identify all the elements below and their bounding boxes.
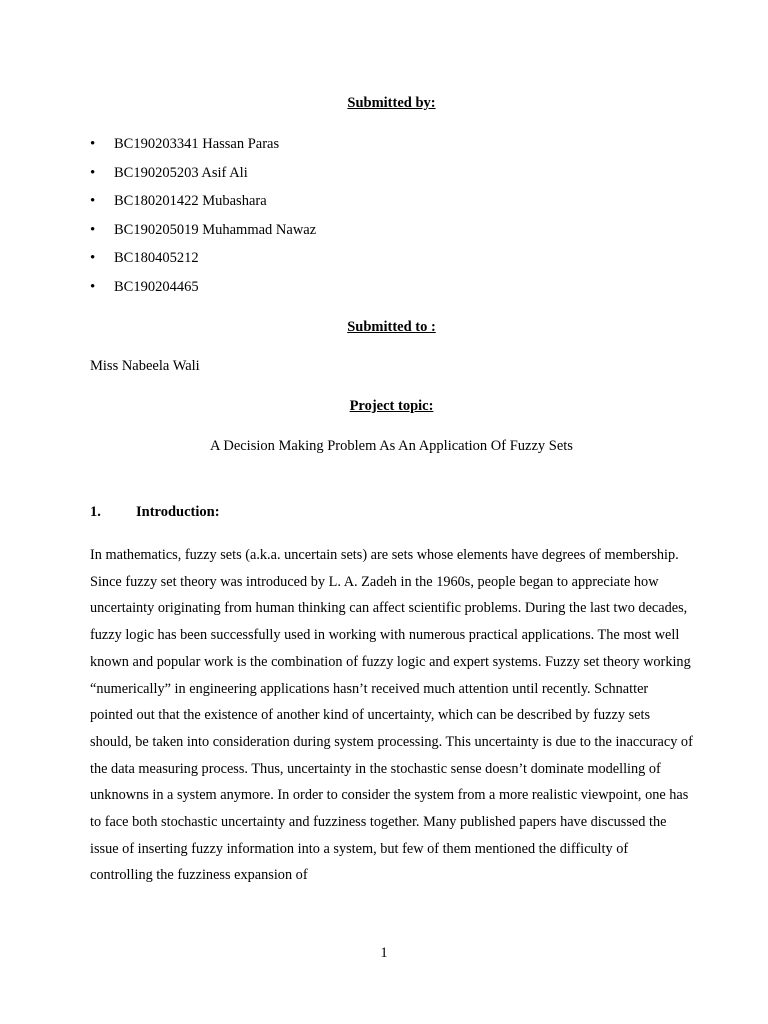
bullet-icon: • [90, 136, 96, 152]
list-item [90, 278, 316, 307]
bullet-icon: • [90, 250, 96, 267]
list-item [90, 221, 316, 250]
project-topic-title: A Decision Making Problem As An Application Of Fuzzy Sets [210, 438, 573, 454]
bullet-icon: • [90, 221, 96, 238]
student-entry: BC190205019 Muhammad Nawaz [114, 221, 317, 238]
supervisor-name: Miss Nabeela Wali [90, 358, 200, 374]
student-entry: BC190204465 [114, 278, 199, 295]
student-entry: BC190205203 Asif Ali [114, 164, 248, 181]
page-number: 1 [380, 945, 388, 961]
student-entry: BC180405212 [114, 250, 199, 267]
list-item [90, 192, 316, 221]
student-entry: BC190203341 Hassan Paras [114, 136, 280, 152]
section-heading [90, 503, 220, 521]
section-number: 1. [90, 504, 101, 520]
student-list [90, 135, 316, 307]
bullet-icon: • [90, 278, 96, 295]
list-item [90, 249, 316, 278]
list-item [90, 135, 316, 164]
submitted-by-heading: Submitted by: [347, 95, 436, 111]
section-title: Introduction: [136, 504, 220, 520]
introduction-paragraph: In mathematics, fuzzy sets (a.k.a. uncertain sets) are sets whose elements have degrees of membership. Since fuzzy set theory was introduced by L. A. Zadeh in the 1960s, people began to appreciate how uncertainty originating from human thinking can affect scientific problems. During the last two decades, fuzzy logic has been successfully used in working with numerous practical applications. The most well known and popular work is the combination of fuzzy logic and expert systems. Fuzzy set theory working “numerically” in engineering applications hasn’t received much attention until recently. Schnatter pointed out that the existence of another kind of uncertainty, which can be described by fuzzy sets should, be taken into consideration during system processing. This uncertainty is due to the inaccuracy of the data measuring process. Thus, uncertainty in the stochastic sense doesn’t dominate modelling of unknowns in a system anymore. In order to consider the system from a more realistic viewpoint, one has to face both stochastic uncertainty and fuzziness together. Many published papers have discussed the issue of inserting fuzzy information into a system, but few of them mentioned the difficulty of controlling the fuzziness expansion of [90, 547, 693, 884]
bullet-icon: • [90, 164, 96, 181]
submitted-to-heading: Submitted to : [347, 319, 436, 335]
student-entry: BC180201422 Mubashara [114, 193, 267, 210]
bullet-icon: • [90, 193, 96, 210]
project-topic-heading: Project topic: [349, 398, 434, 414]
list-item [90, 164, 316, 193]
